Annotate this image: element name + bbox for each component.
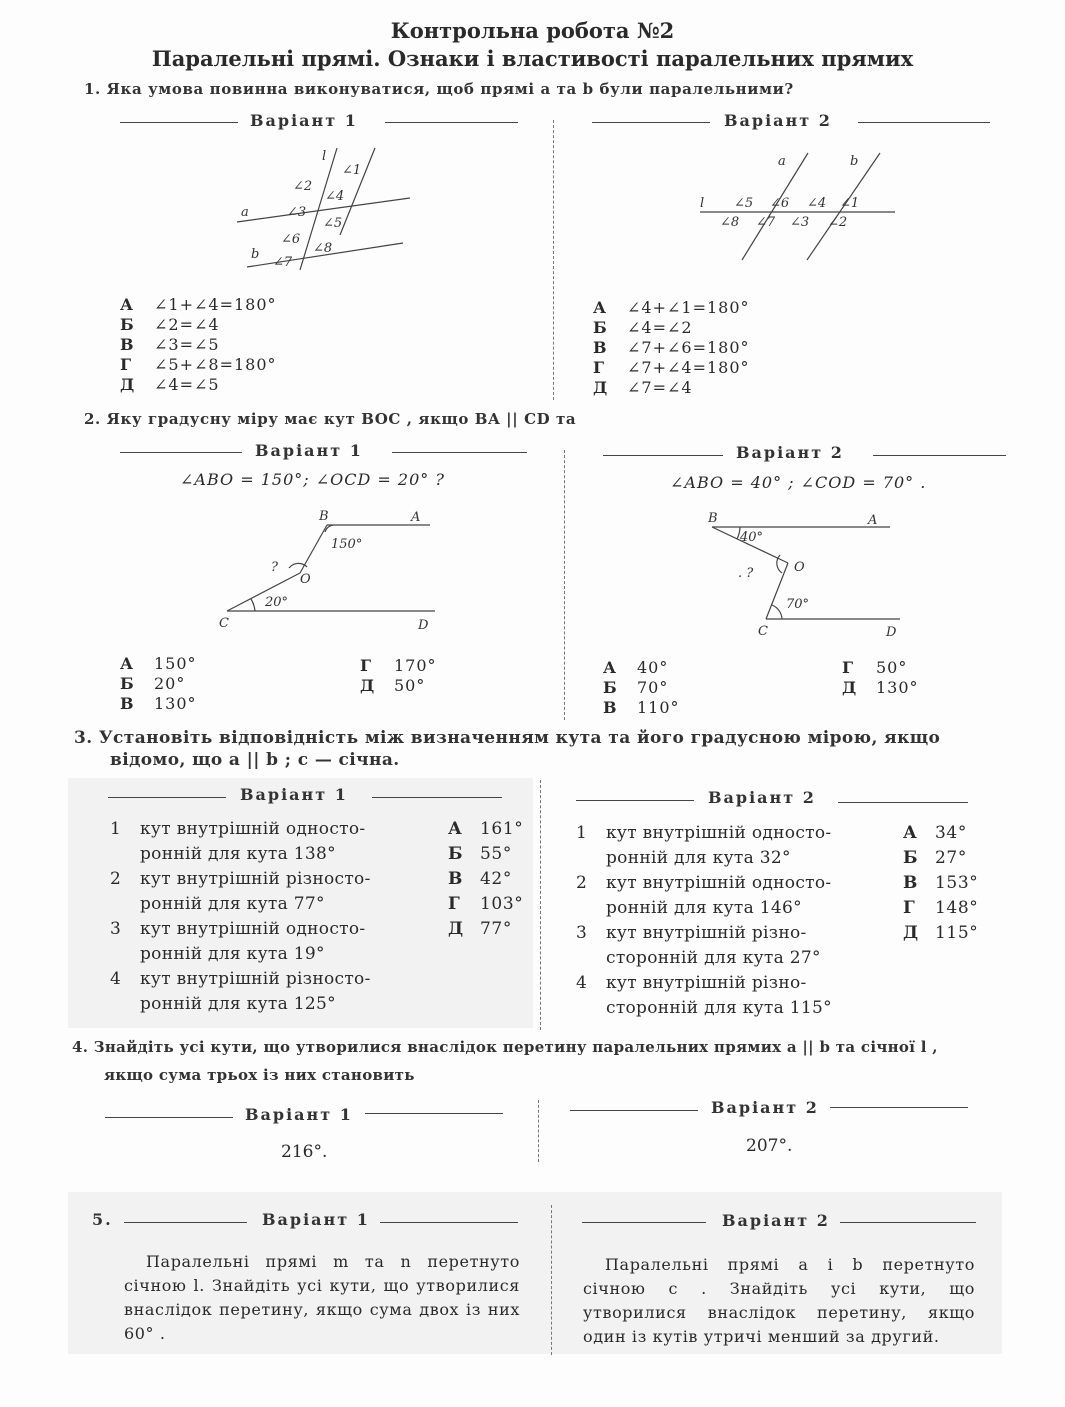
q4-text-line2: якщо сума трьох із них становить (104, 1066, 415, 1084)
answer-option[interactable]: Г 103° (448, 894, 524, 914)
list-item: 4 кут внутрішній різно- сторонній для кута 115° (576, 973, 832, 1018)
option[interactable]: Г 170° (360, 656, 437, 675)
q3-text-line2: відомо, що a || b ; c — січна. (110, 750, 400, 770)
q3-v1-items (110, 817, 371, 1017)
answer-option[interactable]: Г 148° (903, 898, 979, 918)
q3-v1-label: Варіант 1 (240, 785, 348, 804)
q1-v2-lbl-9: ∠3 (790, 215, 810, 230)
q4-text-line1: 4. Знайдіть усі кути, що утворилися внаслідок перетину паралельних прямих a || b та січної l , (72, 1038, 938, 1056)
answer-option[interactable]: А 34° (903, 823, 967, 843)
q5-v2-text: Паралельні прямі a і b перетнуто січною c . Знайдіть усі кути, що утворилися внаслідок перетину, якщо один із кутів утричі менший за другий. (583, 1255, 975, 1346)
q2-v2-lbl-2: 40° (740, 530, 764, 545)
q3-text-line1: 3. Установіть відповідність між визначенням кута та його градусною мірою, якщо (74, 728, 941, 748)
q2-v1-lbl-3: ? (271, 560, 278, 575)
q4-v2-value: 207°. (746, 1136, 793, 1156)
option[interactable]: А 40° (603, 658, 669, 677)
option[interactable]: Д 130° (842, 678, 919, 697)
option[interactable]: А 150° (120, 654, 197, 673)
q1-v2-lbl-5: ∠4 (807, 196, 827, 211)
q2-v2-lbl-6: C (758, 624, 768, 639)
answer-option[interactable]: Б 27° (903, 848, 967, 868)
q1-v1-label: Варіант 1 (250, 111, 358, 130)
q4-v1-label: Варіант 1 (245, 1105, 353, 1124)
q1-v2-label: Варіант 2 (724, 111, 832, 130)
q4-v1-value: 216°. (281, 1142, 328, 1162)
q1-v1-lbl-7: ∠6 (281, 232, 301, 247)
q2-v1-condition: ∠ABO = 150°; ∠OCD = 20° ? (180, 470, 445, 489)
q2-v2-lbl-1: A (868, 513, 878, 528)
option[interactable]: Д ∠4=∠5 (120, 375, 220, 394)
list-item: 4 кут внутрішній різносто- ронній для кута 125° (110, 969, 371, 1014)
q1-v1-lbl-8: ∠8 (313, 241, 333, 256)
answer-option[interactable]: В 42° (448, 869, 512, 889)
option[interactable]: Г ∠5+∠8=180° (120, 355, 277, 374)
answer-option[interactable]: Д 77° (448, 919, 512, 939)
q5-v1-text: Паралельні прямі m та n перетнуто січною l. Знайдіть усі кути, що утворилися внаслідок перетину, якщо сума двох із них 60° . (124, 1252, 520, 1343)
q2-v2-options-left (603, 658, 680, 718)
q1-v1-lbl-0: l (322, 149, 327, 164)
q2-v2-lbl-7: D (886, 625, 897, 640)
list-item: 1 кут внутрішній односто- ронній для кута 138° (110, 819, 366, 864)
option[interactable]: Г 50° (842, 658, 908, 677)
q1-v2-lbl-3: ∠5 (734, 196, 754, 211)
q3-v2-items (576, 821, 832, 1021)
q2-v1-lbl-5: 20° (265, 595, 289, 610)
q2-v2-condition: ∠ABO = 40° ; ∠COD = 70° . (670, 473, 927, 492)
q2-v2-lbl-4: O (794, 560, 805, 575)
q1-v1-lbl-9: b (251, 247, 260, 262)
q2-v2-lbl-0: B (708, 511, 718, 526)
option[interactable]: Б ∠4=∠2 (593, 318, 693, 337)
option[interactable]: Д 50° (360, 676, 426, 695)
q1-v2-lbl-2: l (700, 196, 705, 211)
q2-v1-options-left (120, 654, 197, 714)
option[interactable]: Д ∠7=∠4 (593, 378, 693, 397)
option[interactable]: В 130° (120, 694, 197, 713)
option[interactable]: А ∠1+∠4=180° (120, 295, 277, 314)
q2-v2-label: Варіант 2 (736, 443, 844, 462)
q3-v2-label: Варіант 2 (708, 788, 816, 807)
q2-v1-lbl-4: O (300, 572, 311, 587)
q1-v2-options (593, 298, 750, 398)
q1-v2-diagram (690, 145, 900, 265)
list-item: 1 кут внутрішній односто- ронній для кута 32° (576, 823, 832, 868)
option[interactable]: А ∠4+∠1=180° (593, 298, 750, 317)
q2-v2-options-right (842, 658, 919, 698)
option[interactable]: Г ∠7+∠4=180° (593, 358, 750, 377)
q2-v1-lbl-2: 150° (331, 537, 363, 552)
q5-number: 5. (92, 1210, 113, 1229)
q1-v1-lbl-1: ∠1 (342, 163, 362, 178)
option[interactable]: Б 70° (603, 678, 669, 697)
option[interactable]: В ∠3=∠5 (120, 335, 220, 354)
q1-v1-lbl-4: a (241, 205, 249, 220)
list-item: 2 кут внутрішній різносто- ронній для кута 77° (110, 869, 371, 914)
q2-v1-lbl-0: B (319, 509, 329, 524)
page-subtitle: Паралельні прямі. Ознаки і властивості паралельних прямих (151, 46, 914, 71)
q2-v2-diagram (700, 505, 915, 640)
q2-v1-lbl-1: A (411, 510, 421, 525)
q1-v2-lbl-4: ∠6 (770, 196, 790, 211)
answer-option[interactable]: Б 55° (448, 844, 512, 864)
q1-v1-lbl-2: ∠2 (293, 179, 313, 194)
answer-option[interactable]: Д 115° (903, 923, 979, 943)
q1-v2-lbl-7: ∠8 (720, 215, 740, 230)
q1-v1-lbl-6: ∠5 (323, 216, 343, 231)
list-item: 3 кут внутрішній односто- ронній для кута 19° (110, 919, 366, 964)
q5-v1-label: Варіант 1 (262, 1210, 370, 1229)
q2-v1-lbl-6: C (219, 616, 229, 630)
q1-text: 1. Яка умова повинна виконуватися, щоб прямі a та b були паралельними? (84, 80, 794, 98)
q2-v2-lbl-3: . ? (738, 566, 754, 581)
answer-option[interactable]: В 153° (903, 873, 979, 893)
q2-v1-diagram (215, 505, 445, 630)
q1-v1-options (120, 295, 277, 395)
q1-v2-lbl-6: ∠1 (840, 196, 860, 211)
option[interactable]: Б ∠2=∠4 (120, 315, 220, 334)
q3-v1-answers (448, 817, 523, 942)
q2-v1-label: Варіант 1 (255, 441, 363, 460)
q2-v1-lbl-7: D (418, 618, 429, 630)
q1-v2-lbl-1: b (850, 154, 859, 169)
list-item: 2 кут внутрішній односто- ронній для кута 146° (576, 873, 832, 918)
answer-option[interactable]: А 161° (448, 819, 524, 839)
option[interactable]: В ∠7+∠6=180° (593, 338, 750, 357)
q2-v2-lbl-5: 70° (786, 597, 810, 612)
q2-v1-options-right (360, 656, 437, 696)
page-title: Контрольна робота №2 (390, 18, 675, 43)
q5-v2-label: Варіант 2 (722, 1211, 830, 1230)
q1-v1-lbl-10: ∠7 (273, 255, 293, 270)
list-item: 3 кут внутрішній різно- сторонній для кута 27° (576, 923, 821, 968)
q3-v2-answers (903, 821, 978, 946)
q1-v1-lbl-5: ∠3 (287, 205, 307, 220)
q1-v2-lbl-10: ∠2 (828, 215, 848, 230)
option[interactable]: Б 20° (120, 674, 186, 693)
q1-v2-lbl-0: a (778, 154, 786, 169)
option[interactable]: В 110° (603, 698, 680, 717)
q1-v1-lbl-3: ∠4 (325, 189, 345, 204)
q4-v2-label: Варіант 2 (711, 1098, 819, 1117)
q1-v2-lbl-8: ∠7 (756, 215, 776, 230)
q1-v1-diagram (225, 140, 425, 280)
q2-text: 2. Яку градусну міру має кут BOC , якщо BA || CD та (84, 410, 577, 428)
